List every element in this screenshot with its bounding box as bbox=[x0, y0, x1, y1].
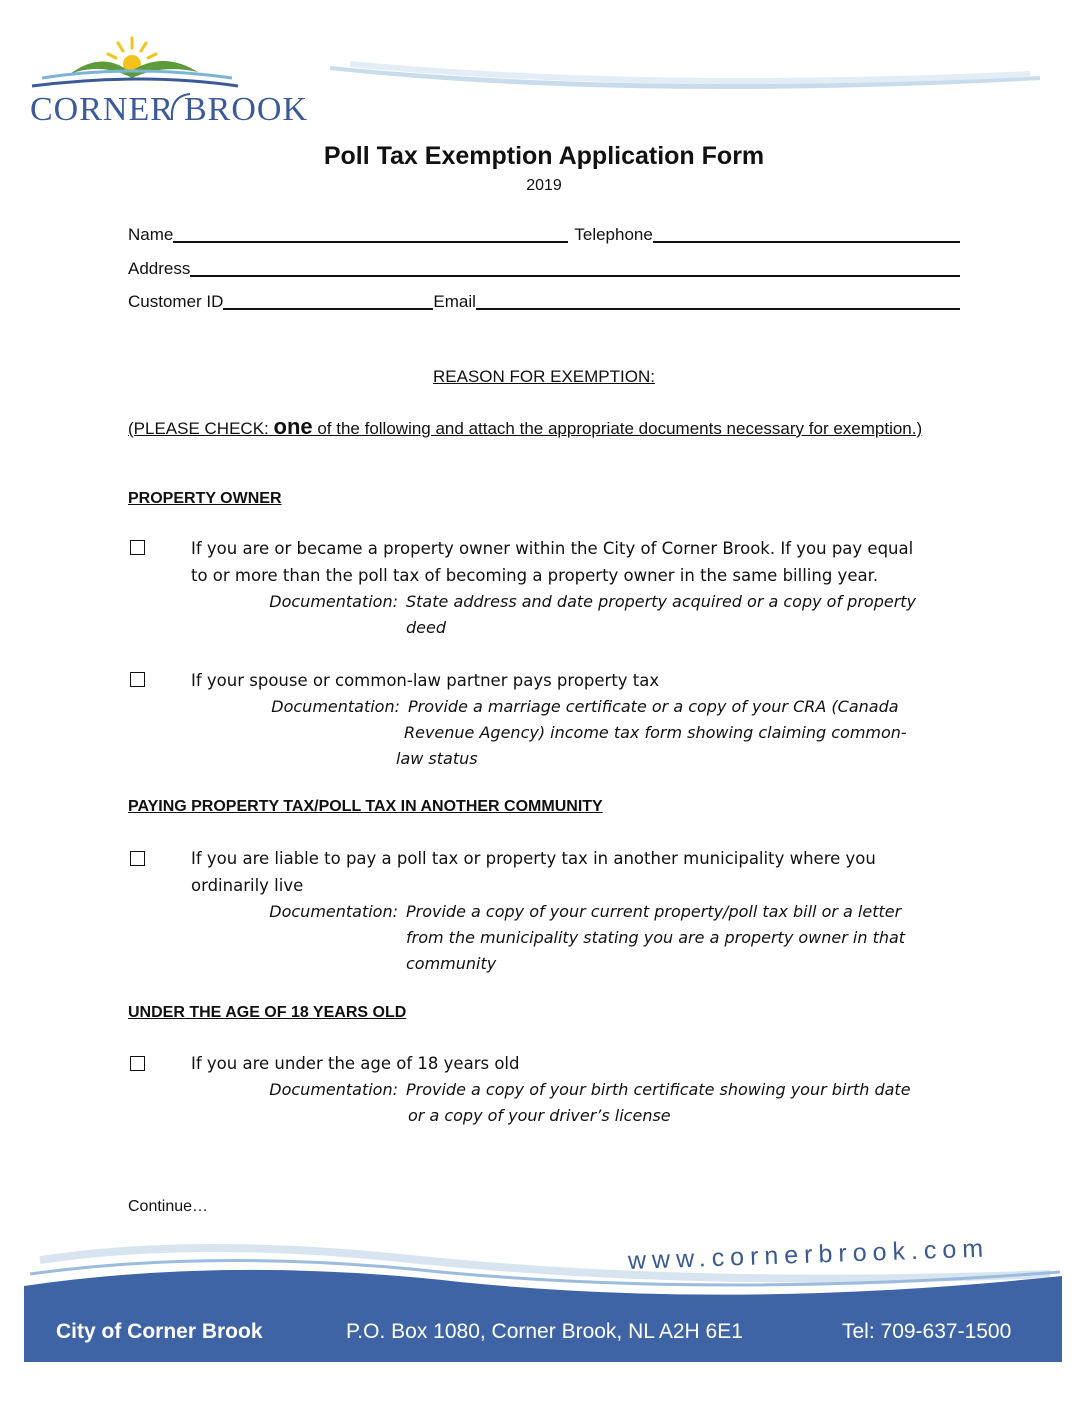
documentation-under-18 bbox=[406, 1077, 956, 1129]
option-line: If you are liable to pay a poll tax or property tax in another municipality where you bbox=[191, 849, 876, 868]
documentation-line: Provide a copy of your current property/poll tax bill or a letter bbox=[406, 902, 902, 921]
documentation-label: Documentation: bbox=[269, 592, 398, 611]
reason-heading: REASON FOR EXEMPTION: bbox=[433, 367, 655, 386]
continue-text: Continue… bbox=[128, 1198, 209, 1215]
checkbox-another-community[interactable] bbox=[130, 851, 145, 866]
documentation-label: Documentation: bbox=[271, 697, 400, 716]
instruction-prefix: (PLEASE CHECK: bbox=[128, 419, 274, 438]
customer-email-row bbox=[128, 286, 960, 312]
form-title: Poll Tax Exemption Application Form bbox=[323, 142, 765, 170]
section-heading-under-18: UNDER THE AGE OF 18 YEARS OLD bbox=[128, 1004, 407, 1021]
telephone-label: Telephone bbox=[574, 225, 653, 244]
option-under-18 bbox=[191, 1050, 981, 1077]
documentation-line: community bbox=[406, 954, 497, 973]
documentation-line: State address and date property acquired or a copy of property bbox=[406, 592, 917, 611]
checkbox-under-18[interactable] bbox=[130, 1056, 145, 1071]
documentation-label: Documentation: bbox=[269, 1080, 398, 1099]
instruction-suffix: of the following and attach the appropriate documents necessary for exemption.) bbox=[312, 419, 923, 438]
option-property-owner bbox=[191, 535, 981, 589]
documentation-another-community bbox=[406, 899, 956, 977]
customer-id-label: Customer ID bbox=[128, 292, 224, 311]
svg-text:CORNER BROOK: CORNER BROOK bbox=[22, 34, 31, 35]
footer-telephone: Tel: 709-637-1500 bbox=[842, 1320, 1012, 1343]
documentation-line: or a copy of your driver’s license bbox=[408, 1106, 671, 1125]
svg-text:BROOK: BROOK bbox=[184, 91, 309, 126]
header-swoosh bbox=[330, 56, 1040, 106]
instruction-text bbox=[128, 414, 958, 441]
option-line: If your spouse or common-law partner pays property tax bbox=[191, 671, 660, 690]
documentation-line: Provide a copy of your birth certificate showing your birth date bbox=[406, 1080, 911, 1099]
address-field[interactable] bbox=[190, 257, 960, 277]
documentation-spouse bbox=[396, 694, 958, 772]
svg-text:CORNER: CORNER bbox=[30, 91, 174, 126]
documentation-property-owner bbox=[406, 589, 956, 641]
documentation-label: Documentation: bbox=[269, 902, 398, 921]
customer-id-field[interactable] bbox=[223, 290, 433, 310]
address-row bbox=[128, 253, 960, 279]
option-line: If you are or became a property owner within the City of Corner Brook. If you pay equal bbox=[191, 539, 914, 558]
footer-city-name: City of Corner Brook bbox=[56, 1320, 263, 1343]
website-link[interactable]: www.cornerbrook.com bbox=[627, 1234, 990, 1275]
telephone-field[interactable] bbox=[653, 223, 960, 243]
name-label: Name bbox=[128, 225, 174, 244]
address-label: Address bbox=[128, 259, 191, 278]
option-line: If you are under the age of 18 years old bbox=[191, 1054, 520, 1073]
checkbox-spouse[interactable] bbox=[130, 672, 145, 687]
corner-brook-logo bbox=[22, 34, 342, 126]
checkbox-property-owner[interactable] bbox=[130, 540, 145, 555]
name-telephone-row bbox=[128, 219, 960, 245]
footer-address: P.O. Box 1080, Corner Brook, NL A2H 6E1 bbox=[346, 1320, 743, 1343]
section-heading-property-owner: PROPERTY OWNER bbox=[128, 490, 282, 507]
option-line: to or more than the poll tax of becoming a property owner in the same billing year. bbox=[191, 566, 879, 585]
documentation-line: from the municipality stating you are a property owner in that bbox=[406, 928, 906, 947]
documentation-line: deed bbox=[406, 618, 446, 637]
email-label: Email bbox=[433, 292, 476, 311]
instruction-emphasis: one bbox=[273, 414, 313, 439]
email-field[interactable] bbox=[476, 290, 960, 310]
option-line: ordinarily live bbox=[191, 876, 304, 895]
form-year: 2019 bbox=[526, 177, 562, 194]
option-another-community bbox=[191, 845, 981, 899]
documentation-line: Revenue Agency) income tax form showing claiming common- bbox=[404, 723, 907, 742]
option-spouse bbox=[191, 667, 981, 694]
documentation-line: Provide a marriage certificate or a copy of your CRA (Canada bbox=[408, 697, 899, 716]
section-heading-another-community: PAYING PROPERTY TAX/POLL TAX IN ANOTHER COMMUNITY bbox=[128, 798, 603, 815]
name-field[interactable] bbox=[173, 223, 568, 243]
documentation-line: law status bbox=[396, 749, 478, 768]
